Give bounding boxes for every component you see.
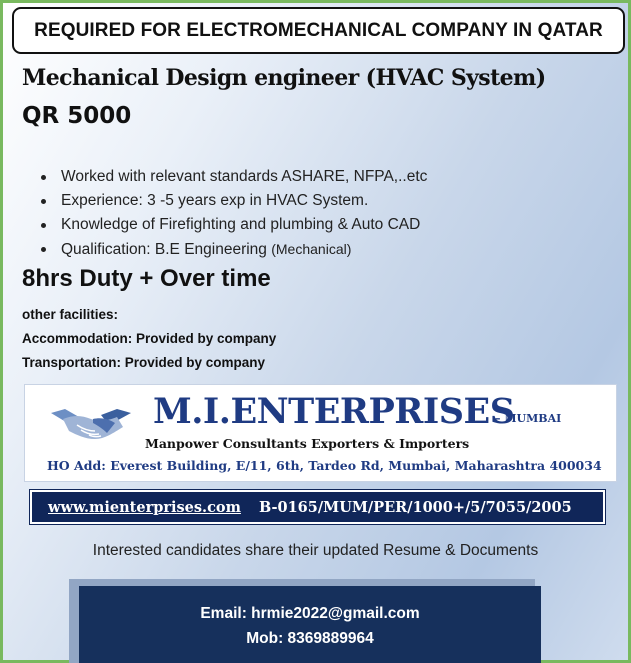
interested-note: Interested candidates share their updated Resume & Documents xyxy=(92,542,539,559)
email-link[interactable]: Email: hrmie2022@gmail.com xyxy=(200,604,420,622)
accommodation-line: Accommodation: Provided by company xyxy=(22,331,277,346)
website-license-bar xyxy=(30,490,605,524)
transportation-line: Transportation: Provided by company xyxy=(22,355,266,370)
handshake-icon xyxy=(49,405,133,443)
job-title: Mechanical Design engineer (HVAC System) xyxy=(22,65,546,91)
requirement-item: Worked with relevant standards ASHARE, NFPA,..etc xyxy=(39,165,427,189)
facilities-heading: other facilities: xyxy=(22,307,119,322)
header-title: REQUIRED FOR ELECTROMECHANICAL COMPANY IN QATAR xyxy=(34,19,603,41)
company-card xyxy=(24,384,617,482)
company-name: M.I.ENTERPRISES xyxy=(153,391,515,432)
requirements-list xyxy=(39,165,427,262)
header-banner xyxy=(12,7,625,54)
qualification-label: Qualification: B.E Engineering xyxy=(61,241,272,258)
facilities-block xyxy=(22,303,276,375)
contact-box xyxy=(79,586,541,663)
duty-hours: 8hrs Duty + Over time xyxy=(22,265,271,292)
license-number: B-0165/MUM/PER/1000+/5/7055/2005 xyxy=(258,498,572,516)
mobile-number: Mob: 8369889964 xyxy=(246,629,374,647)
qualification-note: (Mechanical) xyxy=(271,241,352,257)
requirement-item: Experience: 3 -5 years exp in HVAC System. xyxy=(39,189,427,213)
requirement-item-qualification xyxy=(39,237,427,262)
requirement-item: Knowledge of Firefighting and plumbing & Auto CAD xyxy=(39,213,427,237)
salary: QR 5000 xyxy=(22,103,132,129)
company-tagline: Manpower Consultants Exporters & Importers xyxy=(145,436,470,451)
company-address: HO Add: Everest Building, E/11, 6th, Tardeo Rd, Mumbai, Maharashtra 400034 xyxy=(47,458,602,473)
website-link[interactable]: www.mienterprises.com xyxy=(48,498,241,516)
company-city: – MUMBAI xyxy=(495,412,562,425)
